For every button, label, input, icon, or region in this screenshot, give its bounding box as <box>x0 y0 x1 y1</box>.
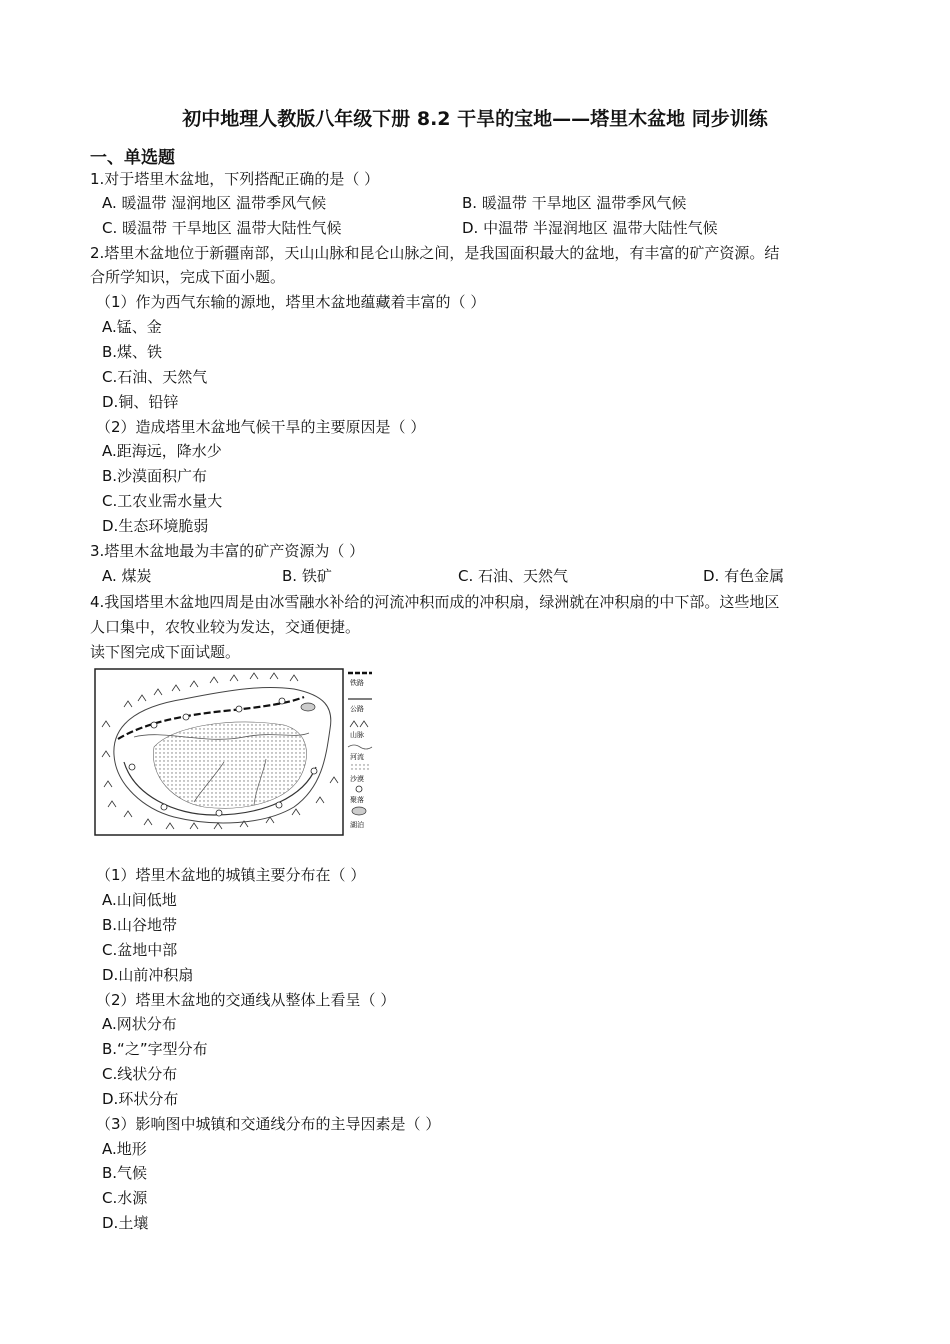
q4-sub2-option-d: D.环状分布 <box>102 1090 179 1108</box>
q3-option-d: D. 有色金属 <box>703 567 785 585</box>
q4-sub1-option-d: D.山前冲积扇 <box>102 966 194 984</box>
q2-sub1-option-d: D.铜、铅锌 <box>102 393 179 411</box>
legend-lake: 湖泊 <box>350 821 364 829</box>
q2-sub2-option-a: A.距海远，降水少 <box>102 442 222 460</box>
q3-option-b: B. 铁矿 <box>282 567 332 585</box>
page-title: 初中地理人教版八年级下册 8.2 干旱的宝地——塔里木盆地 同步训练 <box>182 108 768 130</box>
legend-desert: 沙漠 <box>350 775 364 783</box>
q4-sub3-stem: （3）影响图中城镇和交通线分布的主导因素是（ ） <box>96 1115 441 1133</box>
legend-settlement: 聚落 <box>350 796 364 804</box>
q4-sub1-option-a: A.山间低地 <box>102 891 177 909</box>
legend-mountain: 山脉 <box>350 731 364 739</box>
q4-sub3-option-c: C.水源 <box>102 1189 148 1207</box>
q4-sub1-stem: （1）塔里木盆地的城镇主要分布在（ ） <box>96 866 366 884</box>
q1-option-c: C. 暖温带 干旱地区 温带大陆性气候 <box>102 219 342 237</box>
tarim-basin-map <box>94 667 376 837</box>
question-1-stem: 1.对于塔里木盆地，下列搭配正确的是（ ） <box>90 170 380 188</box>
q4-sub1-option-b: B.山谷地带 <box>102 916 178 934</box>
question-2-stem-line1: 2.塔里木盆地位于新疆南部，天山山脉和昆仑山脉之间，是我国面积最大的盆地，有丰富的矿产资源。结 <box>90 244 780 262</box>
map-legend <box>348 673 372 829</box>
q2-sub1-option-a: A.锰、金 <box>102 318 162 336</box>
q3-option-a: A. 煤炭 <box>102 567 152 585</box>
q4-sub2-stem: （2）塔里木盆地的交通线从整体上看呈（ ） <box>96 991 396 1009</box>
q4-sub2-option-b: B.“之”字型分布 <box>102 1040 208 1058</box>
q2-sub1-stem: （1）作为西气东输的源地，塔里木盆地蕴藏着丰富的（ ） <box>96 293 486 311</box>
question-4-stem-line3: 读下图完成下面试题。 <box>90 643 241 661</box>
q4-sub3-option-a: A.地形 <box>102 1140 147 1158</box>
q2-sub2-option-c: C.工农业需水量大 <box>102 492 223 510</box>
q2-sub2-option-d: D.生态环境脆弱 <box>102 517 209 535</box>
section-heading: 一、单选题 <box>90 148 175 168</box>
question-4-stem-line1: 4.我国塔里木盆地四周是由冰雪融水补给的河流冲积而成的冲积扇，绿洲就在冲积扇的中下部。这些地区 <box>90 593 780 611</box>
q4-sub2-option-a: A.网状分布 <box>102 1015 177 1033</box>
q4-sub1-option-c: C.盆地中部 <box>102 941 178 959</box>
q1-option-d: D. 中温带 半湿润地区 温带大陆性气候 <box>462 219 718 237</box>
question-3-stem: 3.塔里木盆地最为丰富的矿产资源为（ ） <box>90 542 365 560</box>
question-4-stem-line2: 人口集中，农牧业较为发达，交通便捷。 <box>90 618 361 636</box>
q3-option-c: C. 石油、天然气 <box>458 567 569 585</box>
legend-river: 河流 <box>350 753 364 761</box>
q2-sub1-option-b: B.煤、铁 <box>102 343 163 361</box>
q1-option-b: B. 暖温带 干旱地区 温带季风气候 <box>462 194 687 212</box>
legend-railway: 铁路 <box>350 679 364 687</box>
q2-sub2-option-b: B.沙漠面积广布 <box>102 467 208 485</box>
q4-sub3-option-b: B.气候 <box>102 1164 148 1182</box>
q4-sub3-option-d: D.土壤 <box>102 1214 149 1232</box>
legend-highway: 公路 <box>350 705 364 713</box>
q2-sub2-stem: （2）造成塔里木盆地气候干旱的主要原因是（ ） <box>96 418 426 436</box>
q1-option-a: A. 暖温带 湿润地区 温带季风气候 <box>102 194 327 212</box>
q4-sub2-option-c: C.线状分布 <box>102 1065 178 1083</box>
q2-sub1-option-c: C.石油、天然气 <box>102 368 208 386</box>
question-2-stem-line2: 合所学知识，完成下面小题。 <box>90 268 286 286</box>
